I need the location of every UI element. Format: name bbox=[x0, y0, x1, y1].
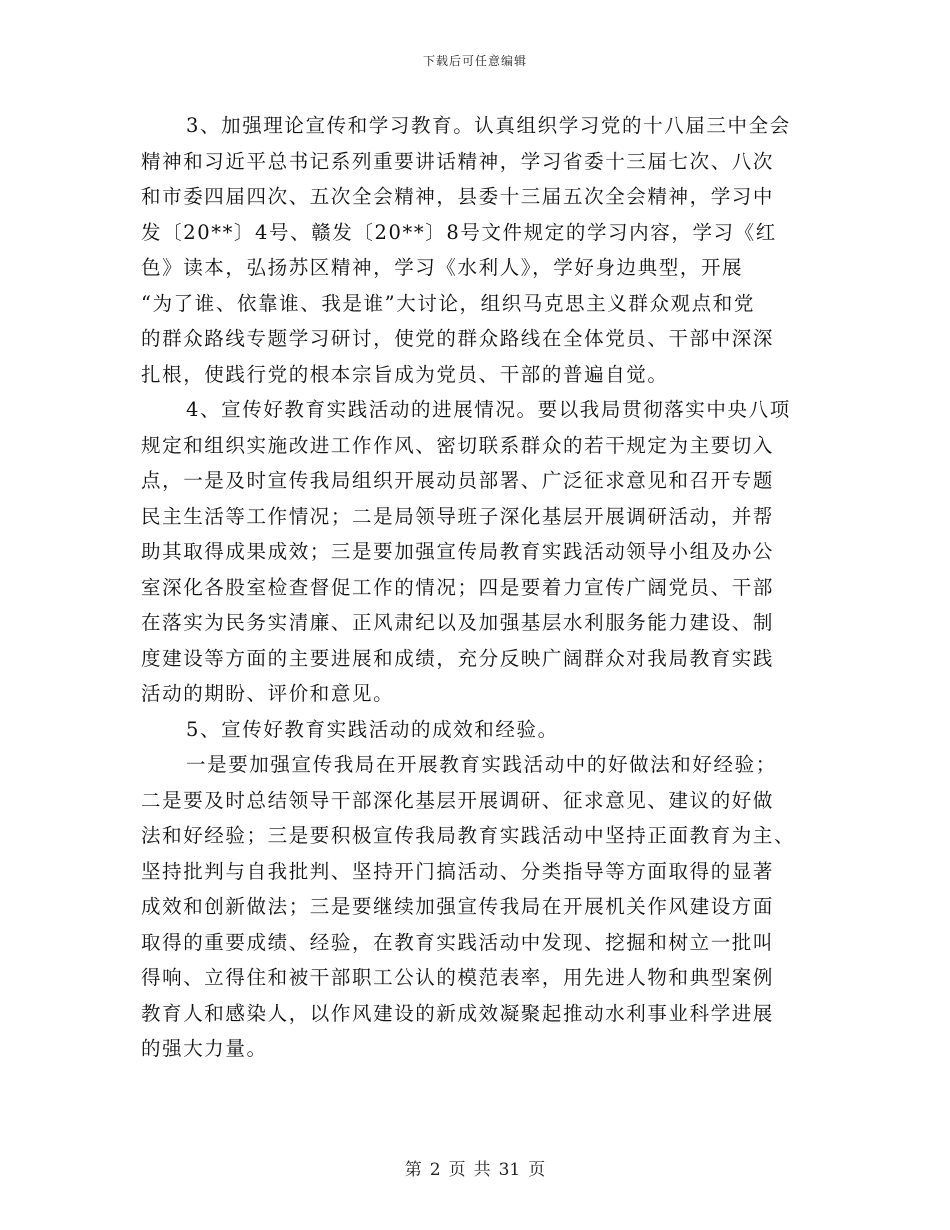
text-line: 法和好经验；三是要积极宣传我局教育实践活动中坚持正面教育为主、 bbox=[141, 824, 796, 847]
page-footer bbox=[0, 1155, 950, 1180]
text-line: 精神和习近平总书记系列重要讲话精神，学习省委十三届七次、八次 bbox=[141, 149, 775, 173]
text-line: 得响、立得住和被干部职工公认的模范表率，用先进人物和典型案例 bbox=[141, 966, 775, 989]
text-line: 3、加强理论宣传和学习教育。认真组织学习党的十八届三中全会 bbox=[186, 114, 791, 137]
page-header-note: 下载后可任意编辑 bbox=[422, 54, 527, 68]
text-line: 助其取得成果成效；三是要加强宣传局教育实践活动领导小组及办公 bbox=[141, 540, 775, 563]
footer-page-label: 页 bbox=[448, 1160, 466, 1180]
text-line: 色》读本，弘扬苏区精神，学习《水利人》，学好身边典型，开展 bbox=[141, 256, 744, 279]
text-line: 民主生活等工作情况；二是局领导班子深化基层开展调研活动，并帮 bbox=[141, 504, 775, 528]
text-line: 二是要及时总结领导干部深化基层开展调研、征求意见、建议的好做 bbox=[141, 788, 775, 812]
text-line: 规定和组织实施改进工作作风、密切联系群众的若干规定为主要切入 bbox=[141, 433, 775, 457]
text-line: 成效和创新做法；三是要继续加强宣传我局在开展机关作风建设方面 bbox=[141, 895, 775, 918]
text-line: “为了谁、依靠谁、我是谁”大讨论，组织马克思主义群众观点和党 bbox=[141, 291, 755, 315]
text-line: 点，一是及时宣传我局组织开展动员部署、广泛征求意见和召开专题 bbox=[141, 469, 775, 492]
text-line: 坚持批判与自我批判、坚持开门搞活动、分类指导等方面取得的显著 bbox=[141, 859, 775, 883]
text-line: 活动的期盼、评价和意见。 bbox=[141, 682, 395, 705]
text-line: 和市委四届四次、五次全会精神，县委十三届五次全会精神，学习中 bbox=[141, 185, 775, 208]
text-line: 度建设等方面的主要进展和成绩，充分反映广阔群众对我局教育实践 bbox=[141, 646, 775, 670]
footer-total-label: 共 bbox=[473, 1160, 491, 1180]
document-body bbox=[141, 108, 809, 1067]
text-line: 室深化各股室检查督促工作的情况；四是要着力宣传广阔党员、干部 bbox=[141, 575, 775, 599]
text-line: 一是要加强宣传我局在开展教育实践活动中的好做法和好经验； bbox=[186, 753, 777, 776]
text-line: 发〔20**〕4号、赣发〔20**〕8号文件规定的学习内容，学习《红 bbox=[141, 220, 777, 244]
footer-current-page: 2 bbox=[429, 1160, 441, 1180]
text-line: 的群众路线专题学习研讨，使党的群众路线在全体党员、干部中深深 bbox=[141, 327, 775, 350]
footer-total-pages: 31 bbox=[498, 1160, 521, 1180]
text-line: 的强大力量。 bbox=[141, 1037, 268, 1060]
text-line: 取得的重要成绩、经验，在教育实践活动中发现、挖掘和树立一批叫 bbox=[141, 930, 775, 954]
text-line: 教育人和感染人，以作风建设的新成效凝聚起推动水利事业科学进展 bbox=[141, 1001, 775, 1025]
footer-prefix: 第 bbox=[404, 1160, 422, 1180]
text-line: 4、宣传好教育实践活动的进展情况。要以我局贯彻落实中央八项 bbox=[186, 398, 791, 421]
text-line: 在落实为民务实清廉、正风肃纪以及加强基层水利服务能力建设、制 bbox=[141, 611, 775, 634]
footer-suffix: 页 bbox=[528, 1160, 546, 1180]
text-line: 扎根，使践行党的根本宗旨成为党员、干部的普遍自觉。 bbox=[141, 362, 669, 386]
text-line: 5、宣传好教育实践活动的成效和经验。 bbox=[186, 717, 559, 741]
